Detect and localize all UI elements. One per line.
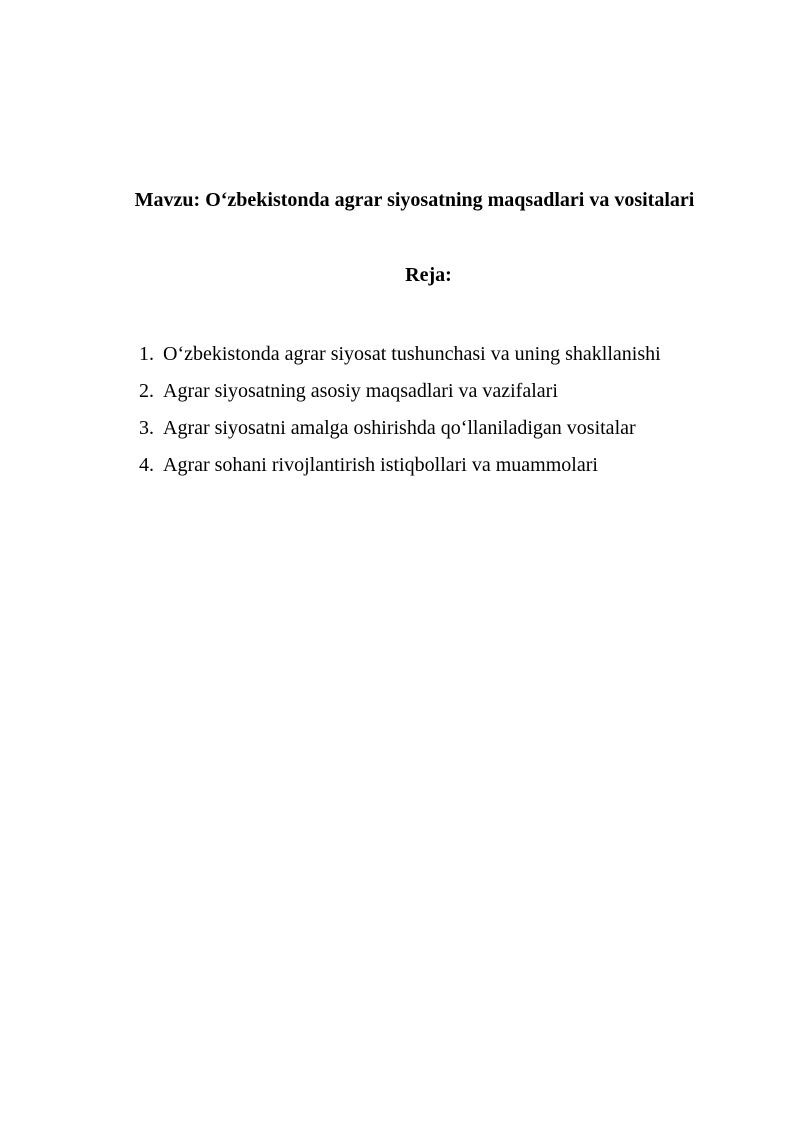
plan-item	[139, 336, 661, 373]
plan-item-number: 4.	[139, 454, 154, 476]
plan-item-text: Agrar sohani rivojlantirish istiqbollari va muammolari	[163, 454, 598, 476]
plan-item	[139, 447, 661, 484]
document-title: Mavzu: O‘zbekistonda agrar siyosatning maqsadlari va vositalari	[134, 189, 695, 211]
plan-list	[139, 336, 661, 484]
plan-item-text: Agrar siyosatni amalga oshirishda qo‘llaniladigan vositalar	[163, 417, 636, 439]
plan-item-number: 3.	[139, 417, 154, 439]
plan-item-number: 2.	[139, 380, 154, 402]
plan-item-text: O‘zbekistonda agrar siyosat tushunchasi va uning shakllanishi	[163, 343, 661, 365]
plan-heading: Reja:	[405, 264, 452, 286]
plan-item-number: 1.	[139, 343, 154, 365]
plan-item	[139, 410, 661, 447]
plan-item	[139, 373, 661, 410]
plan-item-text: Agrar siyosatning asosiy maqsadlari va vazifalari	[163, 380, 558, 402]
